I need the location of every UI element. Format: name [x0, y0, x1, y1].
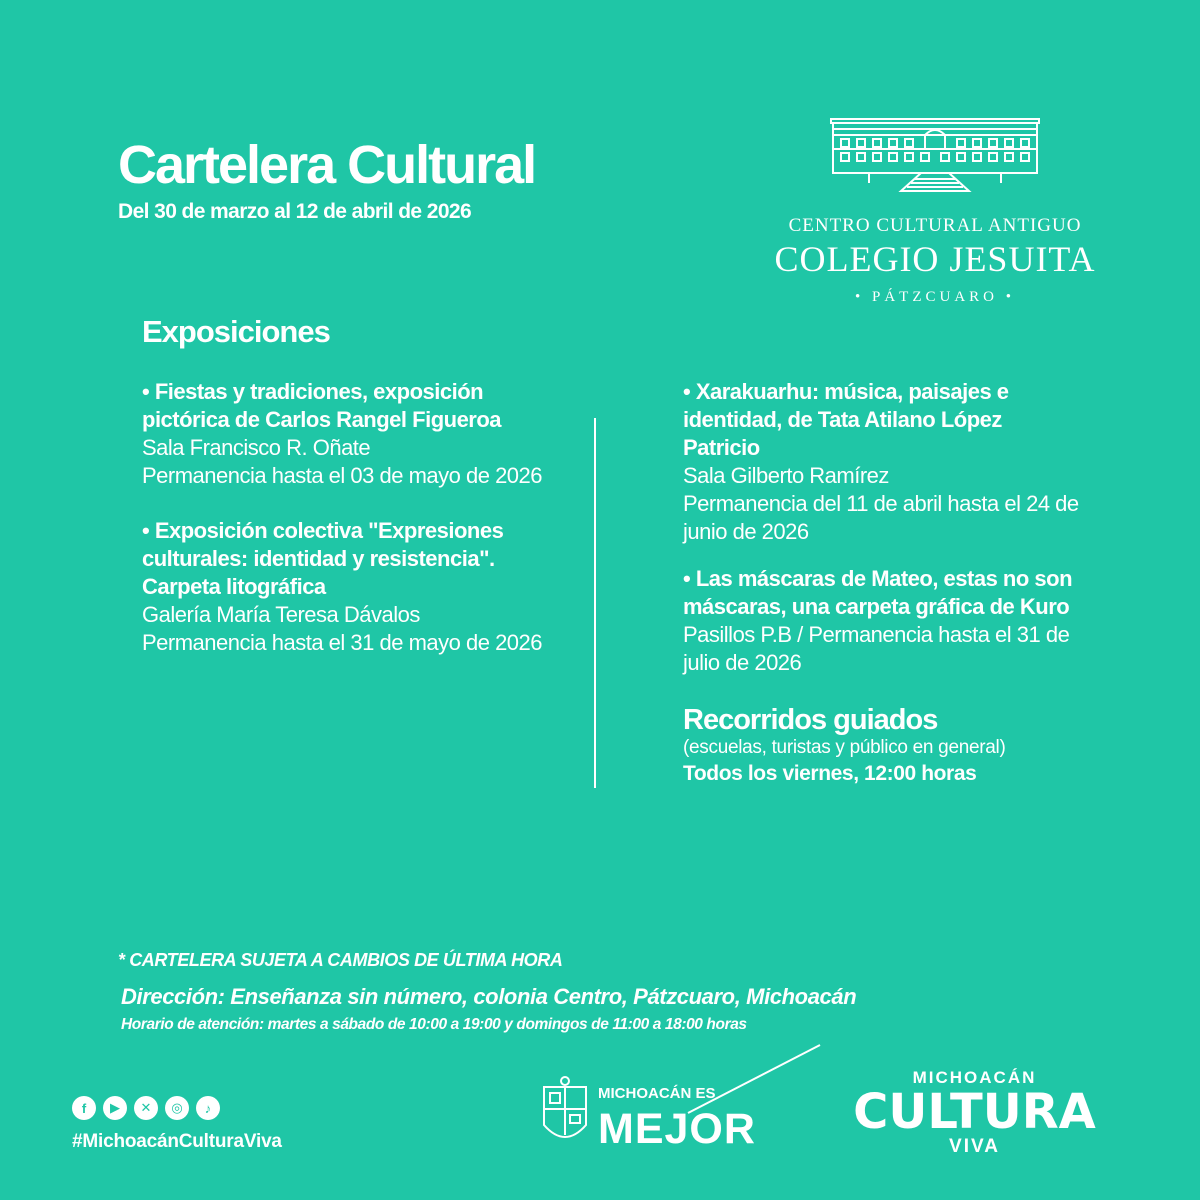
opening-hours: Horario de atención: martes a sábado de 10:00 a 19:00 y domingos de 11:00 a 18:00 horas [121, 1016, 747, 1033]
address: Dirección: Enseñanza sin número, colonia Centro, Pátzcuaro, Michoacán [121, 984, 857, 1009]
tours-audience: (escuelas, turistas y público en general) [683, 737, 1006, 758]
page-title: Cartelera Cultural [118, 135, 536, 195]
exhibition-item [683, 565, 1083, 677]
x-icon[interactable]: ✕ [134, 1096, 158, 1120]
schedule-notice: * CARTELERA SUJETA A CAMBIOS DE ÚLTIMA HORA [118, 950, 563, 970]
cultura-bottom: VIVA [949, 1136, 1000, 1157]
exhibition-name: • Xarakuarhu: música, paisajes e identidad, de Tata Atilano López Patricio [683, 379, 1009, 460]
exhibition-item [142, 517, 542, 657]
exhibitions-right-column [683, 378, 1083, 789]
cable-car-icon [538, 1043, 823, 1123]
michoacan-cultura-viva-logo [852, 1068, 1097, 1168]
exhibition-item [142, 378, 542, 490]
logo-location: • PÁTZCUARO • [854, 289, 1015, 305]
michoacan-es-mejor-logo [538, 1075, 823, 1155]
exhibition-item [683, 378, 1083, 546]
tours-heading: Recorridos guiados [683, 704, 938, 736]
exhibition-venue: Pasillos P.B / Permanencia hasta el 31 de julio de 2026 [683, 622, 1070, 675]
colegio-jesuita-logo [740, 115, 1130, 310]
exhibition-dates: Permanencia del 11 de abril hasta el 24 de junio de 2026 [683, 491, 1079, 544]
tiktok-icon[interactable]: ♪ [196, 1096, 220, 1120]
hashtag: #MichoacánCulturaViva [72, 1131, 282, 1152]
instagram-icon[interactable]: ◎ [165, 1096, 189, 1120]
youtube-icon[interactable]: ▶ [103, 1096, 127, 1120]
logo-name: COLEGIO JESUITA [774, 239, 1096, 279]
gov-slogan: MEJOR [598, 1105, 756, 1153]
date-range: Del 30 de marzo al 12 de abril de 2026 [118, 200, 472, 223]
exhibition-dates: Permanencia hasta el 03 de mayo de 2026 [142, 463, 543, 488]
social-links [72, 1096, 220, 1120]
tours-schedule: Todos los viernes, 12:00 horas [683, 762, 977, 785]
exhibition-name: • Las máscaras de Mateo, estas no son máscaras, una carpeta gráfica de Kuro [683, 566, 1073, 619]
exhibition-name: • Exposición colectiva "Expresiones culturales: identidad y resistencia". Carpeta litográfica [142, 518, 504, 599]
exhibition-dates: Permanencia hasta el 31 de mayo de 2026 [142, 630, 543, 655]
building-icon [829, 115, 1041, 193]
cultura-main: CULTURA [853, 1084, 1096, 1140]
exhibition-venue: Galería María Teresa Dávalos [142, 602, 420, 627]
exhibition-venue: Sala Gilberto Ramírez [683, 463, 889, 488]
exhibitions-heading: Exposiciones [142, 314, 330, 349]
cultura-top: MICHOACÁN [912, 1068, 1037, 1087]
exhibitions-left-column [142, 378, 542, 676]
exhibition-name: • Fiestas y tradiciones, exposición pictórica de Carlos Rangel Figueroa [142, 379, 502, 432]
column-divider [594, 418, 596, 788]
exhibition-venue: Sala Francisco R. Oñate [142, 435, 371, 460]
logo-subtitle: CENTRO CULTURAL ANTIGUO [788, 215, 1082, 236]
gov-tagline: MICHOACÁN ES [598, 1085, 716, 1102]
facebook-icon[interactable]: f [72, 1096, 96, 1120]
guided-tours [683, 703, 1083, 789]
